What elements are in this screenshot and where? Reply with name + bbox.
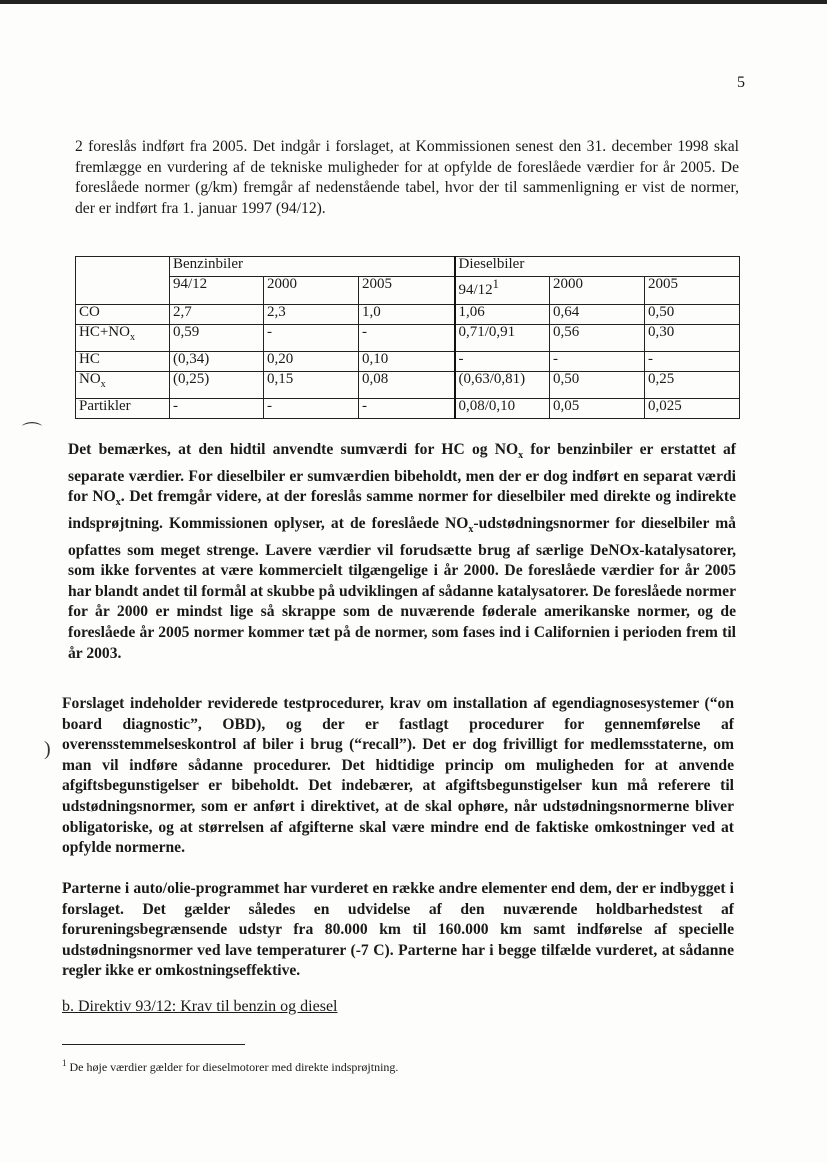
table-cell: 0,30 [645, 325, 740, 352]
subscript: x [468, 524, 474, 536]
punch-hole-mark: ⌒ [22, 422, 42, 444]
table-cell: - [264, 398, 359, 418]
sub-header [455, 277, 550, 305]
paragraph-text: Det bemærkes, at den hidtil anvendte sumværdi for HC og NO [68, 441, 519, 458]
table-cell: 0,20 [264, 351, 359, 371]
punch-hole-mark: ) [44, 738, 51, 760]
table-row [76, 398, 740, 418]
table-cell: - [264, 325, 359, 352]
table-cell: 1,06 [455, 305, 550, 325]
table-group-header-row [76, 257, 740, 277]
sub-header: 94/12 [170, 277, 264, 305]
table-cell: - [359, 398, 455, 418]
table-cell: 1,0 [359, 305, 455, 325]
subscript: x [518, 450, 524, 462]
paragraph-intro: 2 foreslås indført fra 2005. Det indgår i forslaget, at Kommissionen senest den 31. december 1998 skal fremlægge en vurdering af de tekniske muligheder for at opfylde de foreslåede værdier for år 2005. De foreslåede normer (g/km) fremgår af nedenstående tabel, hvor der til sammenligning er vist de normer, der er indført fra 1. januar 1997 (94/12). [75, 138, 739, 217]
table-cell: 0,50 [645, 305, 740, 325]
sub-header: 2005 [645, 277, 740, 305]
table-cell: 0,08/0,10 [455, 398, 550, 418]
paragraph-text: -udstødningsnormer for dieselbiler må opfattes som meget strenge. Lavere værdier vil forudsætte brug af særlige DeNOx-katalysatorer, som ikke forventes at være kommercielt tilgængelige i år 2000. De foreslåede værdier for år 2005 har blandt andet til formål at skubbe på udviklingen af sådanne katalysatorer. De foreslåede normer for år 2000 er mindst lige så skrappe som de nuværende føderale amerikanske normer, og de foreslåede år 2005 normer kommer tæt på de normer, som fases ind i Californien i perioden frem til år 2003. [68, 515, 736, 662]
footnote-reference: 1 [492, 277, 499, 292]
table-cell: 0,08 [359, 372, 455, 399]
paragraph-text: for benzinbiler er erstattet af separate værdier. For dieselbiler er sumværdien bibeholdt, men der er dog indført en separat værdi for NO [68, 441, 736, 506]
footnote [62, 1058, 398, 1075]
table-cell: - [170, 398, 264, 418]
row-label-subscript: x [129, 332, 135, 344]
page-top-border [0, 0, 827, 4]
table-cell: 0,71/0,91 [455, 325, 550, 352]
subscript: x [115, 497, 121, 509]
footnote-marker: 1 [62, 1058, 67, 1068]
footnote-divider [62, 1044, 245, 1045]
table-cell: 0,25 [645, 372, 740, 399]
table-cell: - [359, 325, 455, 352]
table-cell: - [455, 351, 550, 371]
row-label-subscript: x [100, 379, 106, 391]
row-label: Partikler [76, 398, 170, 418]
row-label [76, 325, 170, 352]
table-cell: 0,56 [550, 325, 645, 352]
sub-header: 2000 [264, 277, 359, 305]
group-header-diesel: Dieselbiler [455, 257, 740, 277]
table-cell: (0,34) [170, 351, 264, 371]
paragraph-test-procedures: Forslaget indeholder reviderede testprocedurer, krav om installation af egendiagnosesystemer (“on board diagnostic”, OBD), og der er fastlagt procedurer for gennemførelse af overensstemmelseskontrol af biler i brug (“recall”). Det er dog frivilligt for medlemsstaterne, om man vil indføre sådanne procedurer. Det hidtidige princip om muligheden for at anvende afgiftsbegunstigelser er bibeholdt. Det indebærer, at afgiftsbegunstigelser kun må referere til udstødningsnormer, som er anført i direktivet, at de skal ophøre, når udstødningsnormerne bliver obligatoriske, og at størrelsen af afgifterne skal være mindre end de faktiske omkostninger ved at opfylde normerne. [62, 695, 734, 857]
table-cell: 0,10 [359, 351, 455, 371]
table-cell: 2,7 [170, 305, 264, 325]
table-sub-header-row [76, 277, 740, 305]
table-cell: (0,63/0,81) [455, 372, 550, 399]
row-label: HC [76, 351, 170, 371]
group-header-benzin: Benzinbiler [170, 257, 455, 277]
sub-header-text: 94/12 [458, 282, 493, 299]
page-number: 5 [737, 74, 745, 91]
table-cell: 2,3 [264, 305, 359, 325]
row-label-text: HC+NO [79, 324, 130, 341]
paragraph-nox-remarks [68, 440, 736, 664]
table-cell: - [550, 351, 645, 371]
table-row [76, 305, 740, 325]
table-cell: 0,50 [550, 372, 645, 399]
table-cell: 0,64 [550, 305, 645, 325]
table-corner-cell [76, 257, 170, 305]
table-row [76, 351, 740, 371]
table-row [76, 372, 740, 399]
row-label-text: NO [79, 371, 101, 388]
table-cell: 0,59 [170, 325, 264, 352]
sub-header: 2000 [550, 277, 645, 305]
footnote-text: De høje værdier gælder for dieselmotorer med direkte indsprøjtning. [66, 1060, 399, 1074]
section-heading: b. Direktiv 93/12: Krav til benzin og diesel [62, 998, 338, 1015]
row-label: CO [76, 305, 170, 325]
table-cell: 0,15 [264, 372, 359, 399]
table-cell: - [645, 351, 740, 371]
row-label [76, 372, 170, 399]
paragraph-auto-oil-programme: Parterne i auto/olie-programmet har vurderet en række andre elementer end dem, der er indbygget i forslaget. Det gælder således en udvidelse af den nuværende holdbarhedstest af forureningsbegrænsende udstyr fra 80.000 km til 160.000 km samt indførelse af specielle udstødningsnormer ved lave temperaturer (-7 C). Parterne har i begge tilfælde vurderet, at sådanne regler ikke er omkostningseffektive. [62, 880, 734, 980]
table-cell: 0,025 [645, 398, 740, 418]
paragraph-text: . Det fremgår videre, at der foreslås samme normer for dieselbiler med direkte og indirekte indsprøjtning. Kommissionen oplyser, at de foreslåede NO [68, 488, 736, 532]
sub-header: 2005 [359, 277, 455, 305]
table-cell: (0,25) [170, 372, 264, 399]
table-cell: 0,05 [550, 398, 645, 418]
table-row [76, 325, 740, 352]
emission-standards-table [75, 256, 740, 419]
